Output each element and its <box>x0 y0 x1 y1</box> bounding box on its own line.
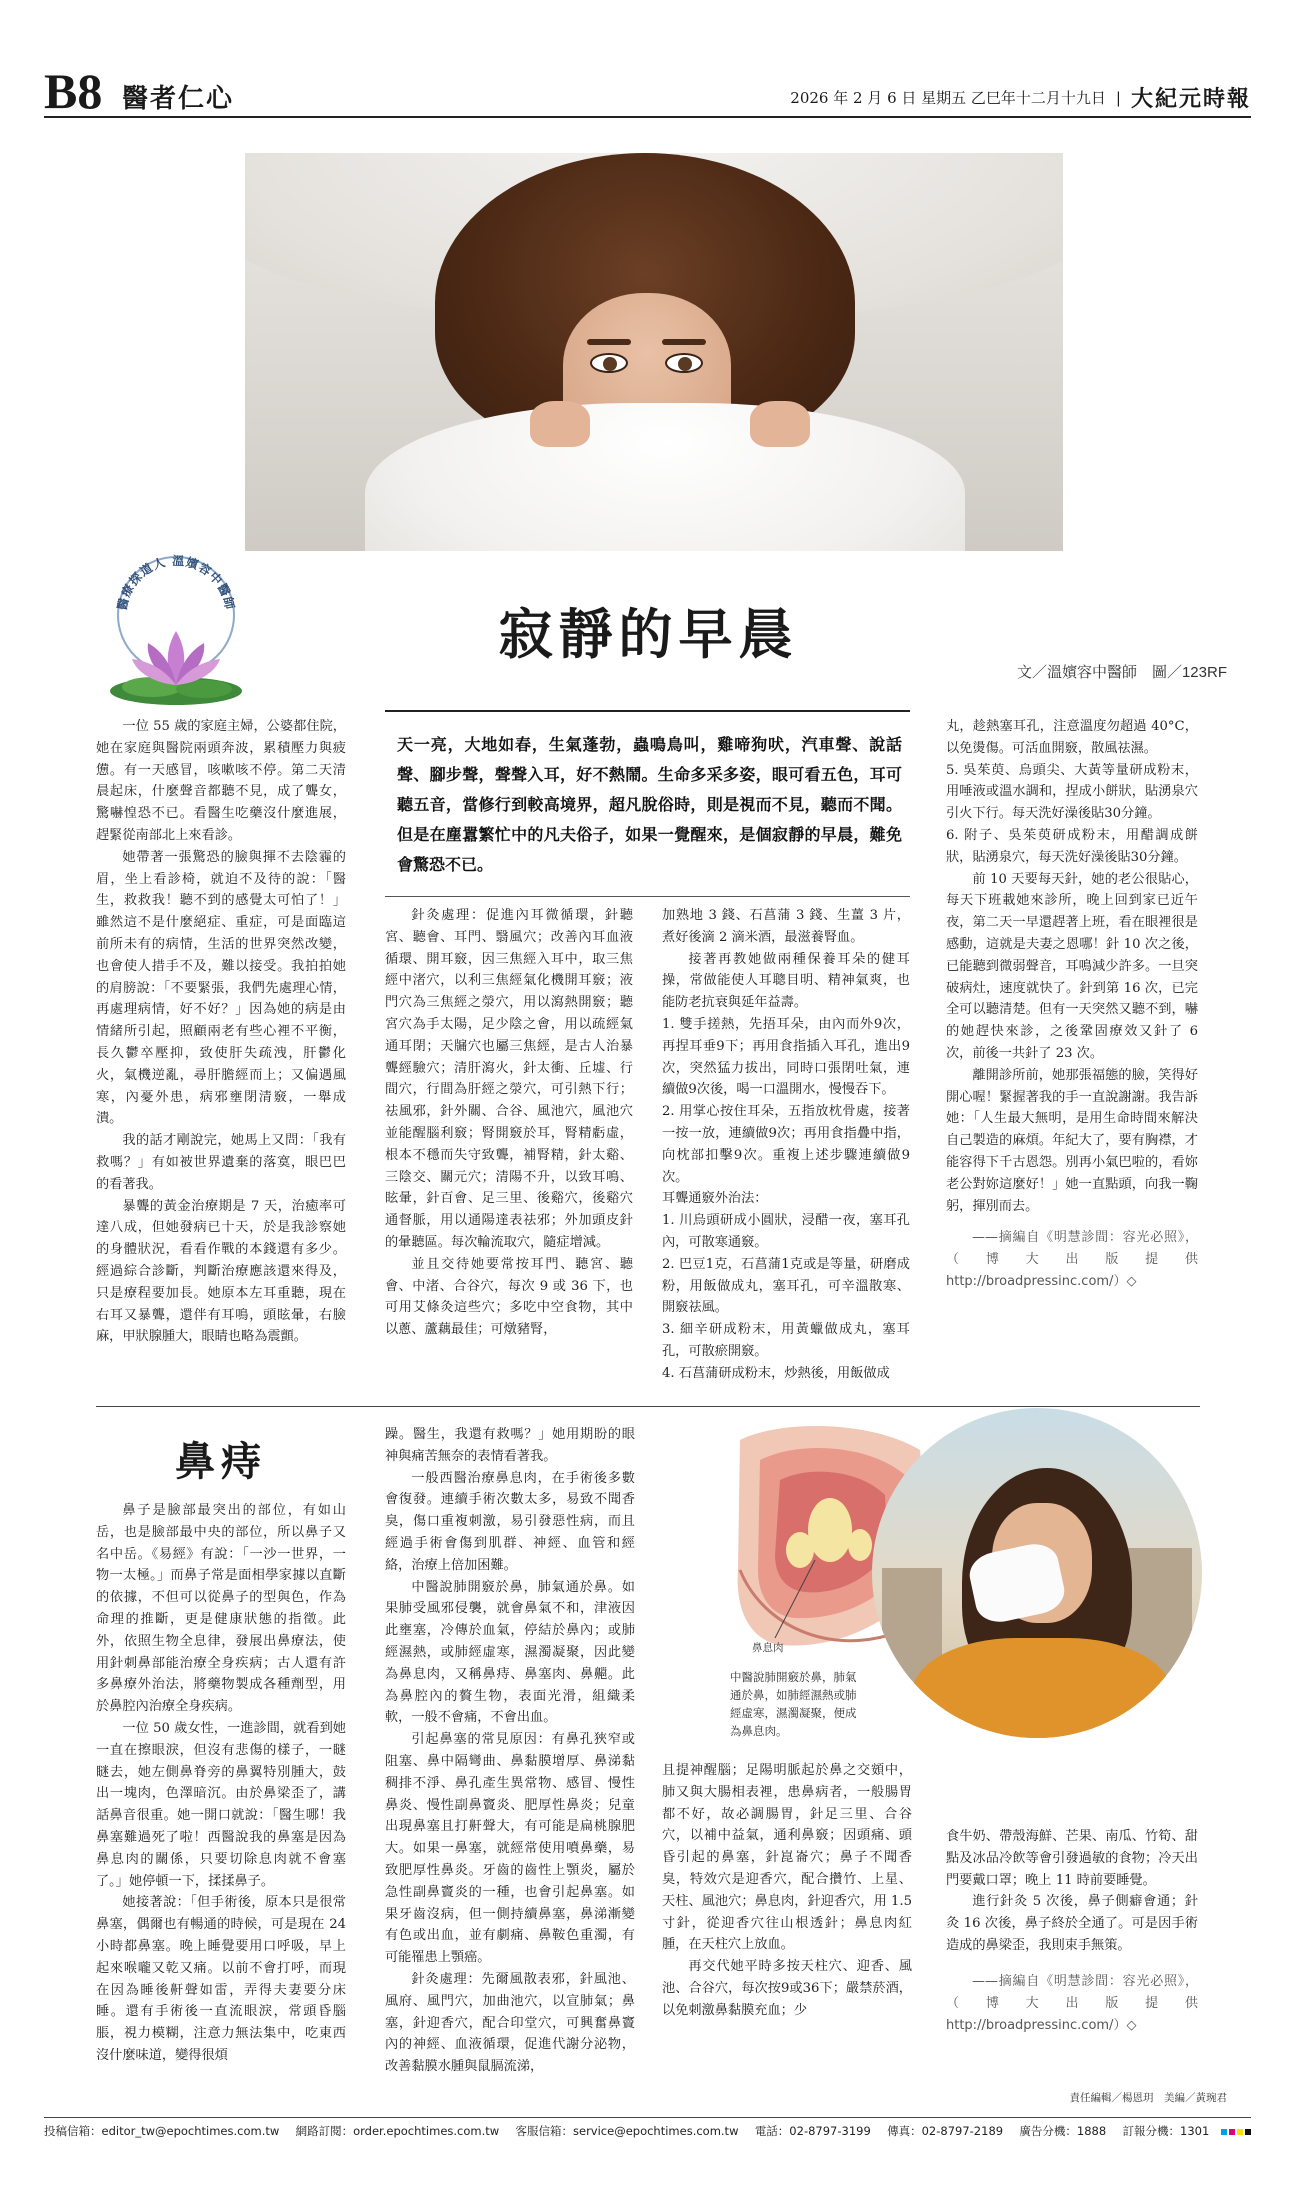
page-number: B8 <box>44 63 103 119</box>
paragraph: 一位 50 歲女性，一進診間，就看到她一直在擦眼淚，但沒有悲傷的樣子，一瞇瞇去，她左側鼻脊旁的鼻翼特別腫大，鼓出一塊肉，色澤暗沉。由於鼻梁歪了，講話鼻音很重。她一開口就說：「醫生哪！我鼻塞難過死了啦！西醫說我的鼻塞是因為鼻息肉的關係，只要切除息肉就不會塞了。」她停頓一下，揉揉鼻子。 <box>96 1720 346 1889</box>
article-credit: ——摘編自《明慧診間：容光必照》，（博大出版提供http://broadpressinc.com/）◇ <box>946 1973 1198 2033</box>
list-item: 1. 川烏頭研成小圓狀，浸醋一夜，塞耳孔內，可散寒通竅。 <box>662 1213 910 1250</box>
article-title: 寂靜的早晨 <box>498 602 799 666</box>
list-item: 1. 雙手搓熱，先捂耳朵，由內而外9次，再捏耳垂9下；再用食指插入耳孔，進出9次，突然猛力拔出，同時口張閉吐氣，連續做9次後，喝一口溫開水，慢慢吞下。 <box>662 1016 910 1098</box>
paragraph: 並且交待她要常按耳門、聽宮、聽會、中渚、合谷穴，每次 9 或 36 下，也可用艾條灸這些穴；多吃中空食物，其中以蔥、蘆藕最佳；可燉豬腎， <box>385 1256 633 1338</box>
article-byline: 文／溫嬪容中醫師 圖／123RF <box>1016 664 1227 681</box>
paragraph: 丸，趁熱塞耳孔，注意溫度勿超過 40°C，以免燙傷。可活血開竅，散風祛濕。 <box>946 719 1198 756</box>
paragraph: 再交代她平時多按天柱穴、迎香、風池、合谷穴，每次按9或36下；嚴禁菸酒，以免刺激鼻黏膜充血；少 <box>662 1959 912 2018</box>
right-eyebrow <box>662 339 706 345</box>
subscription-extension-text: 訂報分機：1301 <box>1122 2124 1210 2138</box>
paragraph: 且提神醒腦；足陽明脈起於鼻之交頞中，肺又與大腸相表裡，患鼻病者，一般腸胃都不好，故必調腸胃，針足三里、合谷穴，以補中益氣，通利鼻竅；因頭痛、頭昏引起的鼻塞，針崑崙穴；鼻子不聞香臭，特效穴是迎香穴，配合攢竹、上星、天柱、風池穴；鼻息肉，針迎香穴，用 1.5 寸針，從迎香穴往山根透針；鼻息肉紅腫，在天柱穴上放血。 <box>662 1763 912 1953</box>
article2-column-2 <box>385 1424 635 2078</box>
editor-credits: 責任編輯／楊恩玥 美編／黃琬君 <box>1069 2092 1227 2104</box>
submission-email[interactable]: 投稿信箱：editor_tw@epochtimes.com.tw <box>44 2124 280 2138</box>
hero-photo <box>245 153 1063 551</box>
list-item: 2. 巴豆1克，石菖蒲1克或是等量，研磨成粉，用飯做成丸，塞耳孔，可辛溫散寒、開竅祛風。 <box>662 1256 910 1316</box>
article1-column-2 <box>385 905 633 1341</box>
brand-logo: 大紀元時報 <box>1130 86 1251 112</box>
article1-column-4 <box>946 716 1198 1293</box>
list-item: 2. 用掌心按住耳朵，五指放枕骨處，接著一按一放，連續做9次；再用食指疊中指，向枕部扣擊9次。重複上述步驟連續做9次。 <box>662 1104 910 1185</box>
paragraph: 前 10 天要每天針，她的老公很貼心，每天下班載她來診所，晚上回到家已近午夜，第二天一早還趕著上班，看在眼裡很是感動，這就是夫妻之恩哪！針 10 次之後，已能聽到微弱聲音，耳鳴減少許多。一旦突破病灶，速度就快了。針到第 16 次，已完全可以聽清楚。但有一天突然又聽不到，嚇的她趕快來診，之後鞏固療效又針了 6 次，前後一共針了 23 次。 <box>946 871 1198 1061</box>
paragraph: 針灸處理：先爾風散表邪，針風池、風府、風門穴，加曲池穴，以宣肺氣；鼻塞，針迎香穴，配合印堂穴，可興奮鼻竇內的神經、血液循環，促進代謝分泌物，改善黏膜水腫與鼠膈流涕， <box>385 1971 635 2075</box>
article2-column-4 <box>946 1826 1198 2037</box>
paragraph: 進行針灸 5 次後，鼻子側癖會通；針灸 16 次後，鼻子終於全通了。可是因手術造成的鼻梁歪，我則束手無策。 <box>946 1894 1198 1953</box>
diagram-caption: 中醫說肺開竅於鼻，肺氣通於鼻，如肺經濕熱或肺經虛寒，濕濁凝聚，便成為鼻息肉。 <box>730 1670 857 1738</box>
paragraph: 一位 55 歲的家庭主婦，公婆都住院，她在家庭與醫院兩頭奔波，累積壓力與疲憊。有一天感冒，咳嗽咳不停。第二天清晨起床，什麼聲音都聽不見，成了聾女，驚嚇惶恐不已。看醫生吃藥沒什麼進展，趕緊從南部北上來看診。 <box>96 719 346 843</box>
phone: 電話：02-8797-3199 <box>754 2124 871 2138</box>
paragraph: 中醫說肺開竅於鼻，肺氣通於鼻。如果肺受風邪侵襲，就會鼻氣不和，津液因此壅塞，冷傳於血氣，停結於鼻內；或肺經濕熱，或肺經虛寒，濕濁凝聚，因此變為鼻息肉，又稱鼻痔、鼻塞肉、鼻齆。此為鼻腔內的贅生物，表面光滑，組織柔軟，一般不會痛，不會出血。 <box>385 1579 635 1726</box>
sweater <box>912 1638 1172 1738</box>
right-hand <box>750 401 810 447</box>
header-rule <box>44 116 1251 118</box>
footer-rule <box>44 2117 1251 2118</box>
article1-column-3 <box>662 905 910 1385</box>
order-link[interactable]: 網路訂閱：order.epochtimes.com.tw <box>295 2124 500 2138</box>
article2-title: 鼻痔 <box>175 1438 267 1485</box>
header-meta <box>790 82 1251 113</box>
article-lead: 天一亮，大地如春，生氣蓬勃，蟲鳴鳥叫，雞啼狗吠，汽車聲、說話聲、腳步聲，聲聲入耳，好不熱鬧。生命多采多姿，眼可看五色，耳可聽五音，當修行到較高境界，超凡脫俗時，則是視而不見，聽而不聞。但是在塵囂繁忙中的凡夫俗子，如果一覺醒來，是個寂靜的早晨，難免會驚恐不已。 <box>385 710 910 897</box>
cmyk-registration-icon <box>1221 2129 1251 2135</box>
paragraph: 加熟地 3 錢、石菖蒲 3 錢、生薑 3 片，煮好後滴 2 滴米酒，最滋養腎血。 <box>662 908 910 945</box>
article-credit: ——摘編自《明慧診間：容光必照》，（博大出版提供http://broadpressinc.com/）◇ <box>946 1230 1198 1290</box>
article1-column-1 <box>96 716 346 1348</box>
ad-extension: 廣告分機：1888 <box>1019 2124 1107 2138</box>
woman-sneezing-photo <box>872 1408 1202 1738</box>
issue-date: 2026 年 2 月 6 日 星期五 乙巳年十二月十九日 <box>790 89 1106 107</box>
footer <box>44 2123 1251 2139</box>
paragraph: 針灸處理：促進內耳微循環，針聽宮、聽會、耳門、翳風穴；改善內耳血液循環、開耳竅，因三焦經入耳中，取三焦經中渚穴，以利三焦經氣化機開耳竅；液門穴為三焦經之滎穴，用以瀉熱開竅；聽宮穴為手太陽，足少陰之會，用以疏經氣通耳閉；天牖穴也屬三焦經，是古人治暴聾經驗穴；清肝瀉火，針太衝、丘墟、行間穴，行間為肝經之滎穴，可引熱下行；祛風邪，針外關、合谷、風池穴，風池穴並能醒腦利竅；腎開竅於耳，腎精虧虛，根本不穩而失守致聾，補腎精，針太谿、三陰交、關元穴；清陽不升，以致耳鳴、眩暈，針百會、足三里、後谿穴，後谿穴通督脈，用以通陽達表祛邪；外加頭皮針的暈聽區。每次輪流取穴，隨症增減。 <box>385 908 633 1250</box>
paragraph: 暴聾的黃金治療期是 7 天，治癒率可達八成，但她發病已十天，於是我診察她的身體狀況，看看作戰的本錢還有多少。經過綜合診斷，判斷治療應該還來得及，只是療程要加長。她原本左耳重聽，現在右耳又暴聾，還伴有耳鳴，頭眩暈，右臉麻，甲狀腺腫大，眼睛也略為震顫。 <box>96 1198 346 1345</box>
paragraph: 躁。醫生，我還有救嗎？」她用期盼的眼神與痛苦無奈的表情看著我。 <box>385 1427 635 1464</box>
fax: 傳真：02-8797-2189 <box>887 2124 1004 2138</box>
blanket <box>365 403 965 551</box>
paragraph: 她帶著一張驚恐的臉與揮不去陰霾的眉，坐上看診椅，就迫不及待的說：「醫生，救救我！聽不到的感覺太可怕了！」雖然這不是什麼絕症、重症，可是面臨這前所未有的病情，生活的世界突然改變，也會使人措手不及，難以接受。我拍拍她的肩膀說：「不要緊張，我們先處理心情，再處理病情，好不好？」因為她的病是由情緒所引起，照顧兩老有些心裡不平衡，長久鬱卒壓抑，致使肝失疏洩，肝鬱化火，氣機逆亂，尋肝膽經而上；又偏遇風寒，內憂外患，病邪壅閉清竅，一舉成潰。 <box>96 849 346 1127</box>
article2-column-3 <box>662 1760 912 2022</box>
paragraph: 引起鼻塞的常見原因：有鼻孔狹窄或阻塞、鼻中隔彎曲、鼻黏膜增厚、鼻涕黏稠排不淨、鼻孔產生異常物、感冒、慢性鼻炎、慢性副鼻竇炎、肥厚性鼻炎；兒童出現鼻塞且打鼾聲大，有可能是扁桃腺肥大。如果一鼻塞，就經常使用噴鼻藥，易致肥厚性鼻炎。牙齒的齒性上顎炎，屬於急性副鼻竇炎的一種，也會引起鼻塞。如果牙齒沒病，但一側持續鼻塞，鼻涕漸變有色或出血，並有劇痛、鼻鞍色重濁，有可能罹患上顎癌。 <box>385 1732 635 1966</box>
left-eye <box>590 353 628 373</box>
paragraph: 接著再教她做兩種保養耳朵的健耳操，常做能使人耳聰目明、精神氣爽，也能防老抗衰與延年益壽。 <box>662 951 910 1011</box>
list-item: 3. 細辛研成粉末，用黃蠟做成丸，塞耳孔，可散瘀開竅。 <box>662 1322 910 1359</box>
paragraph: 我的話才剛說完，她馬上又問：「我有救嗎？」有如被世界遺棄的落寞，眼巴巴的看著我。 <box>96 1133 346 1192</box>
right-eye <box>665 353 703 373</box>
list-item: 4. 石菖蒲研成粉末，炒熱後，用飯做成 <box>662 1365 890 1381</box>
paragraph: 食牛奶、帶殼海鮮、芒果、南瓜、竹筍、甜點及冰品冷飲等會引發過敏的食物；冷天出門要戴口罩；晚上 11 時前要睡覺。 <box>946 1829 1198 1888</box>
left-eyebrow <box>587 339 631 345</box>
paragraph: 一般西醫治療鼻息肉，在手術後多數會復發。連續手術次數太多，易致不聞香臭，傷口重複刺激，易引發惡性病，而且經過手術會傷到肌群、神經、血管和經絡，治療上倍加困難。 <box>385 1470 635 1573</box>
article2-column-1 <box>96 1500 346 2067</box>
diagram-label: 鼻息肉 <box>752 1642 784 1654</box>
paragraph: 離開診所前，她那張福態的臉，笑得好開心喔！緊握著我的手一直說謝謝。我告訴她：「人生最大無明，是用生命時間來解決自己製造的麻煩。年紀大了，要有胸襟，才能容得下千古恩怨。別再小氣巴啦的，看妳老公對妳這麼好！」她一直點頭，向我一鞠躬，揮別而去。 <box>946 1067 1198 1214</box>
section-title: 醫者仁心 <box>122 84 235 114</box>
badge-arc-text: 醫療探道人 溫嬪容中醫師 <box>115 553 237 612</box>
list-item: 5. 吳茱萸、烏頭尖、大黃等量研成粉末，用唾液或溫水調和，捏成小餅狀，貼湧泉穴引火下行。每天洗好澡後貼30分鐘。 <box>946 762 1198 822</box>
list-item: 6. 附子、吳茱萸研成粉末，用醋調成餅狀，貼湧泉穴，每天洗好澡後貼30分鐘。 <box>946 827 1198 865</box>
subheading: 耳聾通竅外治法： <box>662 1191 768 1207</box>
paragraph: 她接著說：「但手術後，原本只是很常鼻塞，偶爾也有暢通的時候，可是現在 24 小時都鼻塞。晚上睡覺要用口呼吸，早上起來喉嚨又乾又痛。以前不會打呼，而現在因為睡後鼾聲如雷，弄得夫妻要分床睡。還有手術後一直流眼淚，常頭昏腦脹，視力模糊，注意力無法集中，吃東西沒什麼味道，變得很煩 <box>96 1895 346 2063</box>
subscription-extension <box>1123 2123 1251 2139</box>
service-email[interactable]: 客服信箱：service@epochtimes.com.tw <box>515 2124 739 2138</box>
paragraph: 鼻子是臉部最突出的部位，有如山岳，也是臉部最中央的部位，所以鼻子又名中岳。《易經》有說：「一沙一世界，一物一太極。」而鼻子常是面相學家據以直斷的依據，不但可以從鼻子的型與色，作為命理的推斷，更是健康狀態的指徵。此外，依照生物全息律，發展出鼻療法，使用針刺鼻部能治療全身疾病；古人還有許多鼻療外治法，將藥物製成各種劑型，用於鼻腔內治療全身疾病。 <box>96 1503 346 1715</box>
section-divider <box>96 1406 1200 1407</box>
left-hand <box>530 401 590 447</box>
header-divider: | <box>1115 88 1121 107</box>
